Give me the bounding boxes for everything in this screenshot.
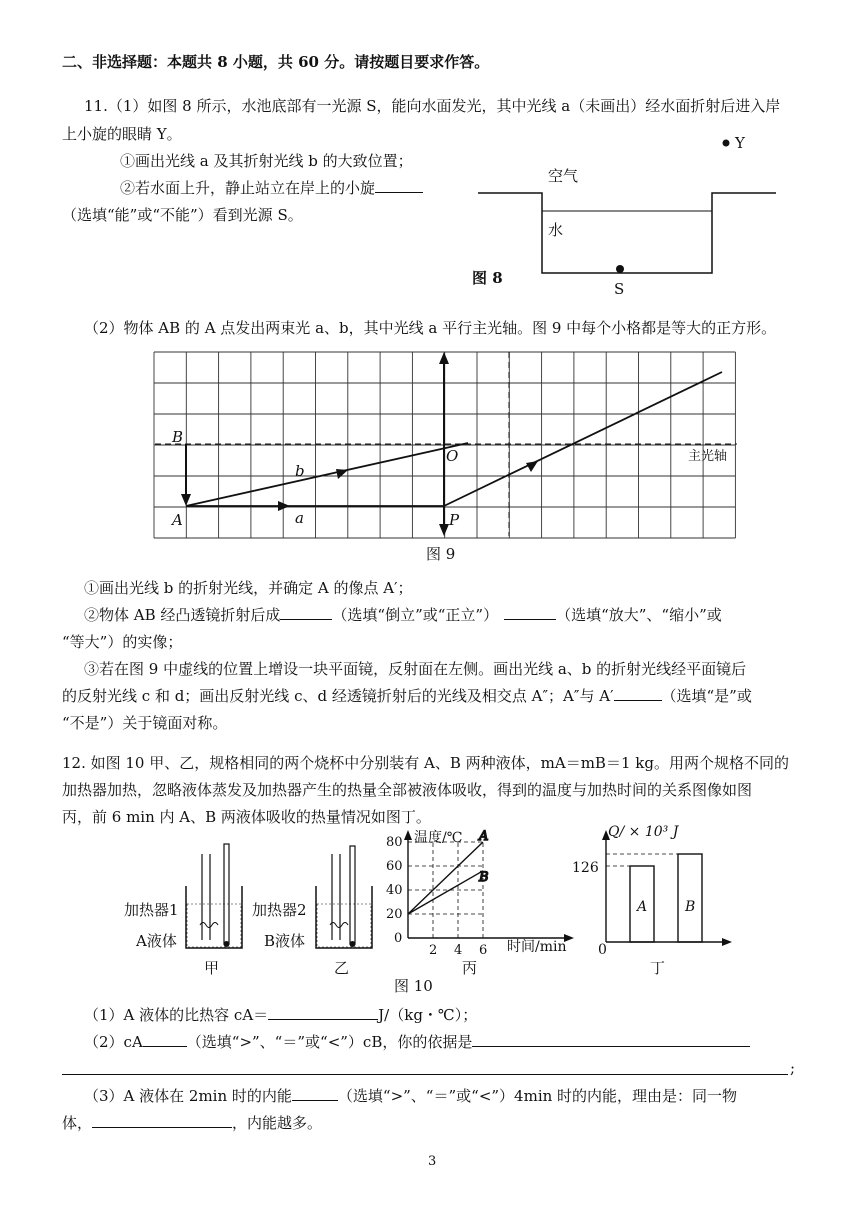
fig9-label-ray-a: a — [295, 509, 304, 527]
fig9-label-b-point: B — [172, 428, 184, 446]
yi-liquid-label: B液体 — [264, 932, 306, 950]
bing-label: 丙 — [462, 959, 478, 977]
answer-blank[interactable] — [614, 686, 662, 701]
series-label-A: A — [479, 829, 489, 844]
fig8-label-water: 水 — [548, 221, 564, 239]
q11-part2: （2）物体 AB 的 A 点发出两束光 a、b，其中光线 a 平行主光轴。图 9 中每个小格都是等大的正方形。 — [84, 319, 777, 337]
ding-zero: 0 — [598, 942, 607, 958]
section-title: 二、非选择题：本题共 8 小题，共 60 分。请按题目要求作答。 — [62, 53, 490, 71]
x-tick-label: 2 — [429, 943, 438, 958]
q12-p2-end: ; — [790, 1059, 796, 1077]
answer-blank[interactable] — [504, 605, 556, 620]
figure-9 — [150, 350, 740, 540]
fig10-caption: 图 10 — [394, 977, 433, 995]
x-tick-label: 0 — [394, 931, 403, 946]
ding-tick-126: 126 — [572, 860, 599, 876]
q12-line3: 丙，前 6 min 内 A、B 两液体吸收的热量情况如图丁。 — [62, 808, 431, 826]
yi-heater-label: 加热器2 — [252, 901, 307, 919]
jia-liquid-label: A液体 — [136, 932, 177, 950]
q11-sub2: ②物体 AB 经凸透镜折射后成 （选填“倒立”或“正立”） （选填“放大”、“缩小”或 — [84, 606, 722, 624]
answer-blank[interactable] — [292, 1086, 338, 1101]
ding-bar-a-label: A — [637, 899, 648, 915]
fig9-label-ray-b: b — [295, 462, 305, 480]
answer-blank[interactable] — [280, 605, 332, 620]
answer-blank[interactable] — [375, 178, 423, 193]
fig9-label-o: O — [446, 447, 459, 465]
q12-line1: 12. 如图 10 甲、乙，规格相同的两个烧杯中分别装有 A、B 两种液体，mA＝mB＝1 kg。用两个规格不同的 — [62, 754, 789, 772]
q12-p3: （3）A 液体在 2min 时的内能 （选填“>”、“＝”或“<”）4min 时的内能，理由是：同一物 — [84, 1087, 738, 1105]
y-tick-label: 60 — [386, 859, 403, 874]
q11-sub1: ①画出光线 b 的折射光线，并确定 A 的像点 A′； — [84, 579, 413, 597]
q12-p3-line2: 体， ，内能越多。 — [62, 1114, 323, 1132]
chart-ding — [590, 826, 740, 956]
ding-ylabel: Q/ × 10³ J — [608, 824, 679, 840]
series-label-B: B — [479, 869, 489, 885]
x-tick-label: 6 — [479, 943, 488, 958]
fig9-label-a-point: A — [172, 511, 183, 529]
q11-item1: ①画出光线 a 及其折射光线 b 的大致位置； — [120, 152, 413, 170]
q11-sub2-tail: “等大”）的实像； — [62, 633, 183, 651]
fig8-label-s: S — [614, 280, 625, 298]
y-tick-label: 20 — [386, 907, 403, 922]
fig8-label-y: Y — [735, 134, 745, 152]
q11-line1: 11.（1）如图 8 所示，水池底部有一光源 S，能向水面发光，其中光线 a（未画出）经水面折射后进入岸 — [84, 97, 781, 115]
answer-blank[interactable] — [268, 1005, 378, 1020]
bing-ylabel: 温度/℃ — [414, 830, 463, 846]
q12-p2: （2）cA （选填“>”、“＝”或“<”）cB，你的依据是 — [84, 1032, 750, 1052]
jia-label: 甲 — [204, 959, 220, 977]
q11-sub3-line3: “不是”）关于镜面对称。 — [62, 714, 228, 732]
x-tick-label: 4 — [454, 943, 463, 958]
ding-bar-b-label: B — [685, 899, 696, 915]
answer-blank[interactable] — [143, 1032, 187, 1047]
answer-blank[interactable] — [92, 1113, 232, 1128]
q12-line2: 加热器加热，忽略液体蒸发及加热器产生的热量全部被液体吸收，得到的温度与加热时间的关系图像如图 — [62, 781, 753, 799]
q11-sub3-line2: 的反射光线 c 和 d；画出反射光线 c、d 经透镜折射后的光线及相交点 A″；A″与 A′ （选填“是”或 — [62, 687, 752, 705]
ding-label: 丁 — [650, 959, 666, 977]
fig8-caption: 图 8 — [472, 269, 503, 287]
answer-blank[interactable] — [472, 1032, 750, 1047]
fig9-label-p: P — [449, 511, 460, 529]
fig9-axis-label: 主光轴 — [688, 449, 728, 464]
yi-label: 乙 — [334, 959, 350, 977]
q11-sub3-line1: ③若在图 9 中虚线的位置上增设一块平面镜，反射面在左侧。画出光线 a、b 的折射光线经平面镜后 — [84, 660, 747, 678]
q11-item2: ②若水面上升，静止站立在岸上的小旋 — [120, 178, 423, 198]
fig9-caption: 图 9 — [426, 545, 456, 563]
q12-p1: （1）A 液体的比热容 cA＝ J/（kg・℃）； — [84, 1006, 478, 1024]
jia-heater-label: 加热器1 — [124, 901, 179, 919]
fig8-label-air: 空气 — [548, 167, 579, 185]
y-tick-label: 80 — [386, 835, 403, 850]
answer-line[interactable] — [62, 1074, 788, 1075]
bing-xlabel: 时间/min — [507, 939, 567, 955]
y-tick-label: 40 — [386, 883, 403, 898]
beaker-jia — [180, 840, 250, 960]
q11-line2: 上小旋的眼睛 Y。 — [62, 125, 182, 143]
beaker-yi — [310, 840, 380, 960]
q11-item2-tail: （选填“能”或“不能”）看到光源 S。 — [62, 206, 303, 224]
page-number: 3 — [428, 1154, 437, 1169]
